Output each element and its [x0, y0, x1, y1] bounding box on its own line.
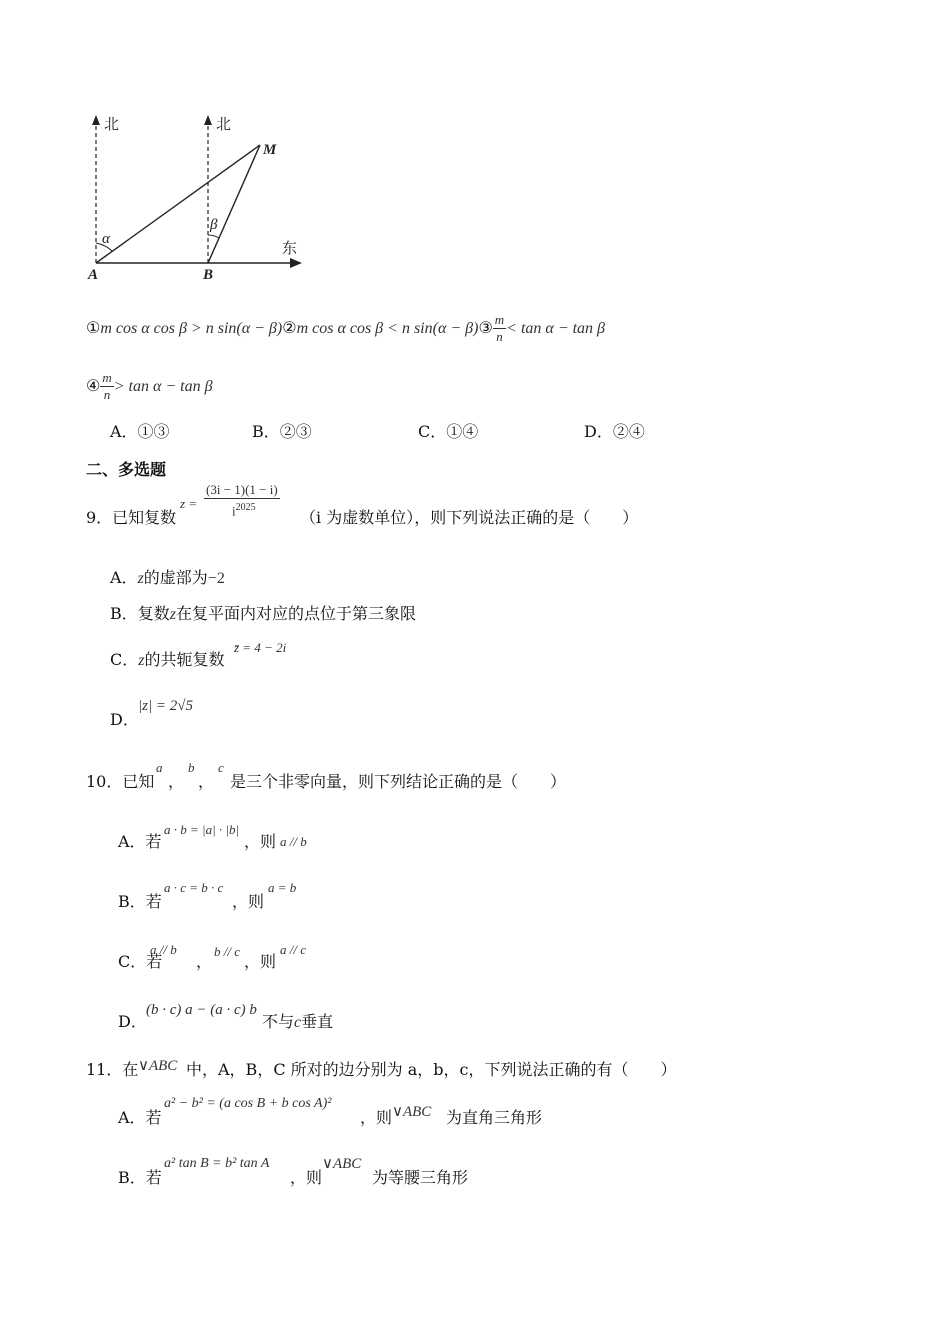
q10-option-A-mid: ，则 — [244, 832, 277, 851]
q8-option-A[interactable]: A．①③ — [110, 422, 170, 441]
circled-3: ③ — [478, 318, 493, 337]
q10-vec-a: a — [156, 760, 163, 775]
q9-option-C-expr: z̄ = 4 − 2i — [234, 640, 287, 655]
q11-prefix: 11．在 — [86, 1060, 139, 1079]
section-heading: 二、多选题 — [86, 460, 167, 479]
circled-4: ④ — [86, 376, 101, 395]
q8-option-B[interactable]: B．②③ — [252, 422, 312, 441]
q10-option-B-label[interactable]: B．若 — [118, 892, 162, 911]
q10-vec-c: c — [218, 760, 224, 775]
q10-option-D-expr: (b · c) a − (a · c) b — [146, 1002, 257, 1018]
q10-option-B-mid: ，则 — [232, 892, 265, 911]
q11-option-B-end: 为等腰三角形 — [372, 1168, 469, 1187]
bearing-figure — [80, 105, 320, 290]
q9-suffix: （i 为虚数单位），则下列说法正确的是（ ） — [300, 508, 639, 527]
q10-option-C-result: a // c — [280, 942, 306, 957]
q9-z-eq: z = — [180, 496, 198, 511]
q11-option-A-label[interactable]: A．若 — [118, 1108, 162, 1127]
q11-option-A-triangle: ∨ABC — [392, 1104, 432, 1120]
q10-option-A-expr: a · b = |a| · |b| — [164, 822, 240, 837]
line-AM — [96, 145, 260, 263]
label-north-2: 北 — [216, 115, 232, 133]
q10-option-A-label[interactable]: A．若 — [118, 832, 162, 851]
circled-1: ① — [86, 318, 101, 337]
q10-vec-b: b — [188, 760, 195, 775]
q9-option-C[interactable]: C．z的共轭复数 — [110, 650, 225, 669]
q8-option-D[interactable]: D．②④ — [584, 422, 645, 441]
label-alpha: α — [102, 231, 110, 247]
q10-option-C-expr1: a // b — [150, 942, 177, 957]
north-arrow-a — [92, 115, 100, 125]
q8-option-C[interactable]: C．①④ — [418, 422, 479, 441]
fraction-m-n-4: $\frac{m}{n}$ — [102, 370, 112, 402]
q9-option-A[interactable]: A．z的虚部为−2 — [110, 568, 225, 587]
q10-option-C-expr2: b // c — [214, 944, 240, 959]
east-arrow — [290, 258, 302, 268]
circled-2: ② — [282, 318, 297, 337]
q10-suffix: 是三个非零向量，则下列结论正确的是（ ） — [230, 772, 567, 791]
q11-option-B-expr: a² tan B = b² tan A — [164, 1156, 270, 1171]
q11-option-B-triangle: ∨ABC — [322, 1156, 362, 1172]
expr-3: < tan α − tan β — [506, 320, 606, 337]
q10-prefix: 10．已知 — [86, 772, 155, 791]
q9-prefix: 9．已知复数 — [86, 508, 177, 527]
q10-sep-2: ， — [198, 772, 215, 791]
q10-option-B-result: a = b — [268, 880, 297, 895]
arc-beta — [208, 235, 219, 238]
q10-option-D-text: 不与c垂直 — [262, 1012, 334, 1031]
label-east: 东 — [282, 239, 298, 257]
q10-sep-1: ， — [168, 772, 185, 791]
label-B: B — [203, 267, 214, 283]
line-BM — [208, 145, 260, 263]
q8-statement-line-1 — [86, 312, 605, 345]
expr-2: m cos α cos β < n sin(α − β) — [296, 320, 479, 337]
label-beta: β — [210, 217, 218, 233]
q10-option-C-mid: ，则 — [244, 952, 277, 971]
expr-1: m cos α cos β > n sin(α − β) — [100, 320, 283, 337]
q11-option-A-end: 为直角三角形 — [446, 1108, 543, 1127]
label-M: M — [263, 142, 277, 158]
q9-option-D-label[interactable]: D． — [110, 710, 139, 729]
q11-option-B-label[interactable]: B．若 — [118, 1168, 162, 1187]
q11-option-B-mid: ，则 — [290, 1168, 323, 1187]
north-arrow-b — [204, 115, 212, 125]
q9-denominator: $i^{2025}$ — [232, 502, 256, 519]
q10-option-C-sep: ， — [196, 952, 213, 971]
q11-option-A-expr: a² − b² = (a cos B + b cos A)² — [164, 1096, 332, 1111]
q10-option-A-result: a // b — [280, 834, 307, 849]
expr-4: > tan α − tan β — [113, 378, 213, 395]
q9-numerator: (3i − 1)(1 − i) — [206, 482, 278, 497]
q10-option-D-label[interactable]: D． — [118, 1012, 147, 1031]
q10-option-B-expr: a · c = b · c — [164, 880, 224, 895]
q11-suffix: 中，A，B，C 所对的边分别为 a，b，c，下列说法正确的有（ ） — [186, 1060, 677, 1079]
fraction-m-n-3: $\frac{m}{n}$ — [494, 312, 505, 344]
q11-option-A-mid: ，则 — [360, 1108, 393, 1127]
q8-statement-line-2 — [86, 370, 213, 403]
q9-option-B[interactable]: B．复数z在复平面内对应的点位于第三象限 — [110, 604, 417, 623]
q11-triangle: ∨ABC — [138, 1058, 178, 1074]
q9-option-D-expr: |z| = 2√5 — [138, 698, 193, 714]
label-A: A — [88, 267, 99, 283]
q10-option-C-label[interactable]: C．若 — [118, 952, 163, 971]
label-north-1: 北 — [104, 115, 120, 133]
